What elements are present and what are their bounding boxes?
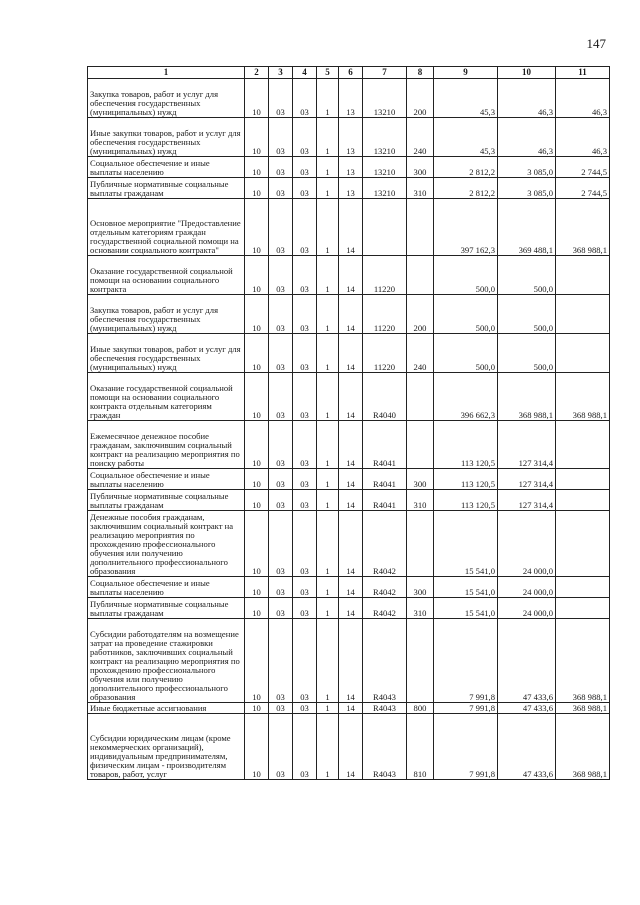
row-c4-cell: 03 [293,714,317,780]
row-c9-cell: 2 812,2 [434,178,498,199]
row-c5-cell: 1 [317,703,339,714]
row-c10-cell: 46,3 [498,118,556,157]
row-c2-cell: 10 [245,256,269,295]
row-c9-cell: 15 541,0 [434,598,498,619]
row-c3-cell: 03 [269,490,293,511]
row-c2-cell: 10 [245,199,269,256]
row-c10-cell: 127 314,4 [498,469,556,490]
row-c3-cell: 03 [269,714,293,780]
col-header: 6 [339,67,363,79]
row-c7-cell: R4041 [363,469,407,490]
table-row [88,334,610,373]
row-c4-cell: 03 [293,157,317,178]
row-c8-cell: 300 [407,157,434,178]
row-c6-cell: 14 [339,511,363,577]
row-c5-cell: 1 [317,511,339,577]
row-c2-cell: 10 [245,469,269,490]
row-c11-cell: 368 988,1 [556,373,610,421]
row-c9-cell: 7 991,8 [434,619,498,703]
row-c2-cell: 10 [245,334,269,373]
row-c8-cell: 300 [407,469,434,490]
row-c9-cell: 15 541,0 [434,511,498,577]
row-c4-cell: 03 [293,118,317,157]
row-name-cell: Публичные нормативные социальные выплаты гражданам [88,598,245,619]
row-c8-cell: 310 [407,598,434,619]
table-row [88,118,610,157]
row-name-cell: Оказание государственной социальной помощи на основании социального контракта [88,256,245,295]
row-c8-cell: 310 [407,490,434,511]
row-name-cell: Субсидии работодателям на возмещение затрат на проведение стажировки работников, заключивших социальный контракт на реализацию мероприятия по прохождению профессионального обучения или получению дополнительного профессионального образования [88,619,245,703]
row-c4-cell: 03 [293,421,317,469]
row-c8-cell: 240 [407,118,434,157]
row-c5-cell: 1 [317,199,339,256]
row-c2-cell: 10 [245,178,269,199]
row-c11-cell [556,511,610,577]
table-row [88,256,610,295]
row-c10-cell: 3 085,0 [498,157,556,178]
row-name-cell: Иные бюджетные ассигнования [88,703,245,714]
row-c8-cell: 810 [407,714,434,780]
row-c10-cell: 368 988,1 [498,373,556,421]
row-name-cell: Социальное обеспечение и иные выплаты населению [88,577,245,598]
row-c11-cell [556,598,610,619]
row-c5-cell: 1 [317,157,339,178]
row-c3-cell: 03 [269,256,293,295]
row-c8-cell [407,619,434,703]
row-name-cell: Денежные пособия гражданам, заключившим социальный контракт на реализацию мероприятия по прохождению профессионального обучения или получению дополнительного профессионального образования [88,511,245,577]
row-name-cell: Ежемесячное денежное пособие гражданам, заключившим социальный контракт на реализацию мероприятия по поиску работы [88,421,245,469]
row-c5-cell: 1 [317,295,339,334]
row-c8-cell: 200 [407,295,434,334]
row-c10-cell: 24 000,0 [498,577,556,598]
row-c4-cell: 03 [293,598,317,619]
col-header: 8 [407,67,434,79]
row-name-cell: Субсидии юридическим лицам (кроме некоммерческих организаций), индивидуальным предпринимателям, физическим лицам - производителям товаров, работ, услуг [88,714,245,780]
row-c6-cell: 14 [339,490,363,511]
row-c5-cell: 1 [317,469,339,490]
row-c4-cell: 03 [293,79,317,118]
row-c7-cell: 13210 [363,178,407,199]
row-c8-cell [407,373,434,421]
row-c10-cell: 500,0 [498,334,556,373]
row-c5-cell: 1 [317,714,339,780]
row-c9-cell: 15 541,0 [434,577,498,598]
table-row [88,469,610,490]
row-c2-cell: 10 [245,619,269,703]
table-row [88,79,610,118]
row-c3-cell: 03 [269,511,293,577]
row-c9-cell: 2 812,2 [434,157,498,178]
row-c2-cell: 10 [245,421,269,469]
col-header: 7 [363,67,407,79]
row-c7-cell: R4042 [363,598,407,619]
row-c9-cell: 7 991,8 [434,714,498,780]
row-c10-cell: 47 433,6 [498,703,556,714]
row-c3-cell: 03 [269,598,293,619]
table-row [88,703,610,714]
row-c3-cell: 03 [269,421,293,469]
col-header: 11 [556,67,610,79]
row-c5-cell: 1 [317,118,339,157]
row-c7-cell: 11220 [363,256,407,295]
row-c6-cell: 14 [339,373,363,421]
row-c6-cell: 14 [339,295,363,334]
table-row [88,619,610,703]
row-c3-cell: 03 [269,703,293,714]
row-c8-cell [407,421,434,469]
row-name-cell: Иные закупки товаров, работ и услуг для обеспечения государственных (муниципальных) нужд [88,334,245,373]
row-c3-cell: 03 [269,295,293,334]
row-name-cell: Публичные нормативные социальные выплаты гражданам [88,178,245,199]
row-c3-cell: 03 [269,619,293,703]
row-c4-cell: 03 [293,199,317,256]
row-c11-cell: 46,3 [556,118,610,157]
row-c9-cell: 397 162,3 [434,199,498,256]
row-c11-cell: 368 988,1 [556,703,610,714]
row-c5-cell: 1 [317,373,339,421]
row-c4-cell: 03 [293,469,317,490]
table-row [88,577,610,598]
row-c6-cell: 13 [339,79,363,118]
row-c4-cell: 03 [293,511,317,577]
row-c3-cell: 03 [269,577,293,598]
row-c7-cell: R4041 [363,490,407,511]
row-c2-cell: 10 [245,714,269,780]
row-c8-cell: 800 [407,703,434,714]
row-c10-cell: 500,0 [498,295,556,334]
row-c3-cell: 03 [269,157,293,178]
row-c4-cell: 03 [293,256,317,295]
col-header: 3 [269,67,293,79]
row-c11-cell: 368 988,1 [556,199,610,256]
row-c8-cell: 200 [407,79,434,118]
row-c10-cell: 24 000,0 [498,598,556,619]
row-c9-cell: 113 120,5 [434,469,498,490]
row-c7-cell: R4043 [363,619,407,703]
row-c6-cell: 14 [339,421,363,469]
row-name-cell: Иные закупки товаров, работ и услуг для обеспечения государственных (муниципальных) нужд [88,118,245,157]
row-c11-cell [556,421,610,469]
row-c9-cell: 113 120,5 [434,490,498,511]
row-c10-cell: 127 314,4 [498,490,556,511]
budget-table [87,66,610,780]
row-c3-cell: 03 [269,373,293,421]
row-c11-cell: 2 744,5 [556,157,610,178]
row-c2-cell: 10 [245,490,269,511]
col-header: 10 [498,67,556,79]
row-c9-cell: 396 662,3 [434,373,498,421]
row-c4-cell: 03 [293,334,317,373]
row-name-cell: Публичные нормативные социальные выплаты гражданам [88,490,245,511]
row-c8-cell [407,199,434,256]
row-c7-cell: R4040 [363,373,407,421]
row-c5-cell: 1 [317,421,339,469]
row-c2-cell: 10 [245,511,269,577]
row-c8-cell [407,256,434,295]
row-c11-cell [556,295,610,334]
col-header: 2 [245,67,269,79]
row-c5-cell: 1 [317,619,339,703]
row-c4-cell: 03 [293,490,317,511]
row-c6-cell: 14 [339,577,363,598]
row-c10-cell: 3 085,0 [498,178,556,199]
table-row [88,598,610,619]
row-c10-cell: 46,3 [498,79,556,118]
row-c7-cell [363,199,407,256]
table-row [88,714,610,780]
table-header-row [88,67,610,79]
row-name-cell: Социальное обеспечение и иные выплаты населению [88,157,245,178]
row-c11-cell: 368 988,1 [556,619,610,703]
row-c4-cell: 03 [293,295,317,334]
table-row [88,511,610,577]
row-c10-cell: 47 433,6 [498,619,556,703]
row-c8-cell: 310 [407,178,434,199]
row-c4-cell: 03 [293,373,317,421]
row-c9-cell: 500,0 [434,256,498,295]
row-c4-cell: 03 [293,577,317,598]
table-row [88,295,610,334]
row-c7-cell: R4043 [363,703,407,714]
row-c2-cell: 10 [245,703,269,714]
row-c2-cell: 10 [245,118,269,157]
row-c9-cell: 7 991,8 [434,703,498,714]
row-c9-cell: 45,3 [434,118,498,157]
row-c3-cell: 03 [269,178,293,199]
row-c5-cell: 1 [317,490,339,511]
col-header: 1 [88,67,245,79]
col-header: 4 [293,67,317,79]
row-c5-cell: 1 [317,598,339,619]
row-c3-cell: 03 [269,469,293,490]
row-c6-cell: 14 [339,619,363,703]
row-c10-cell: 127 314,4 [498,421,556,469]
row-c11-cell [556,256,610,295]
row-c5-cell: 1 [317,178,339,199]
row-c6-cell: 14 [339,469,363,490]
row-c8-cell: 300 [407,577,434,598]
row-name-cell: Закупка товаров, работ и услуг для обеспечения государственных (муниципальных) нужд [88,295,245,334]
row-c8-cell: 240 [407,334,434,373]
row-name-cell: Оказание государственной социальной помощи на основании социального контракта отдельным категориям граждан [88,373,245,421]
row-c3-cell: 03 [269,79,293,118]
table-row [88,178,610,199]
row-c2-cell: 10 [245,373,269,421]
row-c6-cell: 13 [339,178,363,199]
row-c2-cell: 10 [245,598,269,619]
row-c11-cell: 46,3 [556,79,610,118]
table-row [88,157,610,178]
row-c3-cell: 03 [269,118,293,157]
row-name-cell: Основное мероприятие "Предоставление отдельным категориям граждан государственной социальной помощи на основании социального контракта" [88,199,245,256]
row-c11-cell [556,469,610,490]
table-row [88,490,610,511]
col-header: 5 [317,67,339,79]
row-c10-cell: 500,0 [498,256,556,295]
row-c5-cell: 1 [317,256,339,295]
table-row [88,373,610,421]
row-c6-cell: 14 [339,199,363,256]
row-c2-cell: 10 [245,79,269,118]
row-c4-cell: 03 [293,178,317,199]
row-c3-cell: 03 [269,334,293,373]
row-c9-cell: 45,3 [434,79,498,118]
row-c11-cell [556,334,610,373]
table-row [88,421,610,469]
row-c7-cell: 11220 [363,334,407,373]
table-row [88,199,610,256]
row-c6-cell: 14 [339,598,363,619]
row-c11-cell [556,490,610,511]
row-c2-cell: 10 [245,157,269,178]
row-c11-cell: 2 744,5 [556,178,610,199]
row-c6-cell: 13 [339,118,363,157]
row-c7-cell: 13210 [363,79,407,118]
row-c5-cell: 1 [317,334,339,373]
row-c9-cell: 500,0 [434,334,498,373]
row-c11-cell [556,577,610,598]
row-c10-cell: 24 000,0 [498,511,556,577]
row-c5-cell: 1 [317,79,339,118]
page-number: 147 [586,36,606,51]
row-c4-cell: 03 [293,619,317,703]
col-header: 9 [434,67,498,79]
row-name-cell: Социальное обеспечение и иные выплаты населению [88,469,245,490]
row-c9-cell: 500,0 [434,295,498,334]
row-c10-cell: 47 433,6 [498,714,556,780]
row-c8-cell [407,511,434,577]
row-c3-cell: 03 [269,199,293,256]
row-c2-cell: 10 [245,577,269,598]
row-c7-cell: R4043 [363,714,407,780]
row-c6-cell: 13 [339,157,363,178]
row-name-cell: Закупка товаров, работ и услуг для обеспечения государственных (муниципальных) нужд [88,79,245,118]
row-c11-cell: 368 988,1 [556,714,610,780]
row-c6-cell: 14 [339,703,363,714]
row-c7-cell: R4041 [363,421,407,469]
row-c7-cell: R4042 [363,577,407,598]
row-c7-cell: 13210 [363,157,407,178]
row-c5-cell: 1 [317,577,339,598]
row-c10-cell: 369 488,1 [498,199,556,256]
row-c7-cell: 11220 [363,295,407,334]
row-c6-cell: 14 [339,714,363,780]
row-c4-cell: 03 [293,703,317,714]
row-c2-cell: 10 [245,295,269,334]
row-c7-cell: 13210 [363,118,407,157]
row-c6-cell: 14 [339,334,363,373]
row-c6-cell: 14 [339,256,363,295]
row-c7-cell: R4042 [363,511,407,577]
row-c9-cell: 113 120,5 [434,421,498,469]
